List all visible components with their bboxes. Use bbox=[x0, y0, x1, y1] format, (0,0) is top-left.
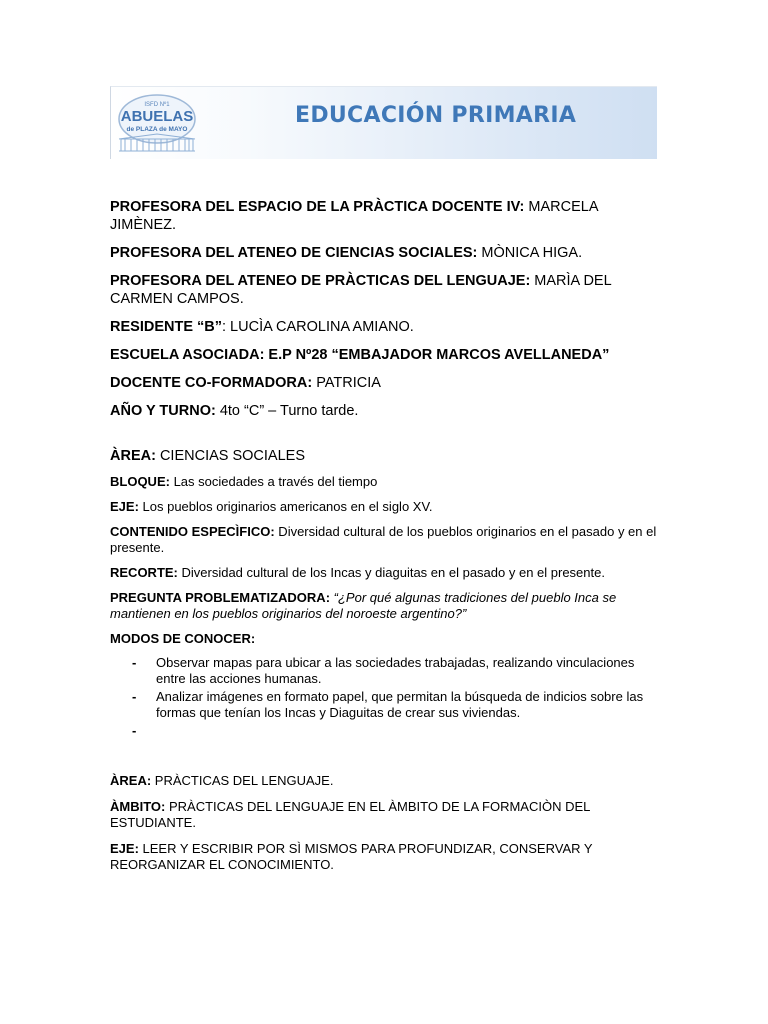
info-line-ano-turno: AÑO Y TURNO: 4to “C” – Turno tarde. bbox=[110, 403, 359, 419]
logo-text-abuelas: ABUELAS bbox=[120, 108, 194, 125]
ambito-line: ÀMBITO: PRÀCTICAS DEL LENGUAJE EN EL ÀMBITO DE LA FORMACIÒN DEL ESTUDIANTE. bbox=[110, 799, 590, 830]
detail-bloque: BLOQUE: Las sociedades a través del tiempo bbox=[110, 474, 378, 489]
eje-lenguaje: EJE: LEER Y ESCRIBIR POR SÌ MISMOS PARA PROFUNDIZAR, CONSERVAR Y REORGANIZAR EL CONOCIMIENTO. bbox=[110, 841, 593, 872]
logo-text-plaza: de PLAZA de MAYO bbox=[126, 126, 188, 133]
info-line-escuela: ESCUELA ASOCIADA: E.P Nº28 “EMBAJADOR MARCOS AVELLANEDA” bbox=[110, 347, 610, 363]
modos-list: - Observar mapas para ubicar a las sociedades trabajadas, realizando vinculaciones entre las acciones humanas. - Analizar imágenes en formato papel, que permitan la búsqueda de indicios sobre las formas que tenían los Incas y Diaguitas de crear sus viviendas. - bbox=[110, 655, 658, 721]
list-item: - Analizar imágenes en formato papel, que permitan la búsqueda de indicios sobre las formas que tenían los Incas y Diaguitas de crear sus viviendas. bbox=[132, 689, 644, 720]
detail-recorte: RECORTE: Diversidad cultural de los Incas y diaguitas en el pasado y en el presente. bbox=[110, 565, 605, 580]
info-line-practica: PROFESORA DEL ESPACIO DE LA PRÀCTICA DOCENTE IV: MARCELA JIMÈNEZ. bbox=[110, 199, 598, 233]
logo-text-isfd: ISFD Nº1 bbox=[144, 102, 170, 108]
document-body bbox=[110, 198, 658, 883]
detail-pregunta: PREGUNTA PROBLEMATIZADORA: “¿Por qué algunas tradiciones del pueblo Inca se mantienen en los pueblos originarios del noroeste argentino?” bbox=[110, 590, 617, 621]
info-line-ateneo-lenguaje: PROFESORA DEL ATENEO DE PRÀCTICAS DEL LENGUAJE: MARÌA DEL CARMEN CAMPOS. bbox=[110, 273, 612, 307]
header-banner bbox=[110, 86, 657, 159]
info-line-ateneo-sociales: PROFESORA DEL ATENEO DE CIENCIAS SOCIALES: MÒNICA HIGA. bbox=[110, 245, 583, 261]
info-line-residente: RESIDENTE “B”: LUCÌA CAROLINA AMIANO. bbox=[110, 319, 414, 335]
info-line-coformadora: DOCENTE CO-FORMADORA: PATRICIA bbox=[110, 375, 381, 391]
modos-heading: MODOS DE CONOCER: bbox=[110, 631, 256, 646]
area-lenguaje: ÀREA: PRÀCTICAS DEL LENGUAJE. bbox=[110, 773, 334, 788]
detail-contenido: CONTENIDO ESPECÌFICO: Diversidad cultural de los pueblos originarios en el pasado y en el presente. bbox=[110, 524, 657, 555]
list-item: - Observar mapas para ubicar a las sociedades trabajadas, realizando vinculaciones entre las acciones humanas. bbox=[132, 655, 635, 686]
banner-title: EDUCACIÓN PRIMARIA bbox=[295, 103, 577, 128]
detail-eje: EJE: Los pueblos originarios americanos en el siglo XV. bbox=[110, 499, 433, 514]
area-ciencias-sociales: ÀREA: CIENCIAS SOCIALES bbox=[110, 448, 305, 464]
institution-logo bbox=[117, 93, 197, 155]
